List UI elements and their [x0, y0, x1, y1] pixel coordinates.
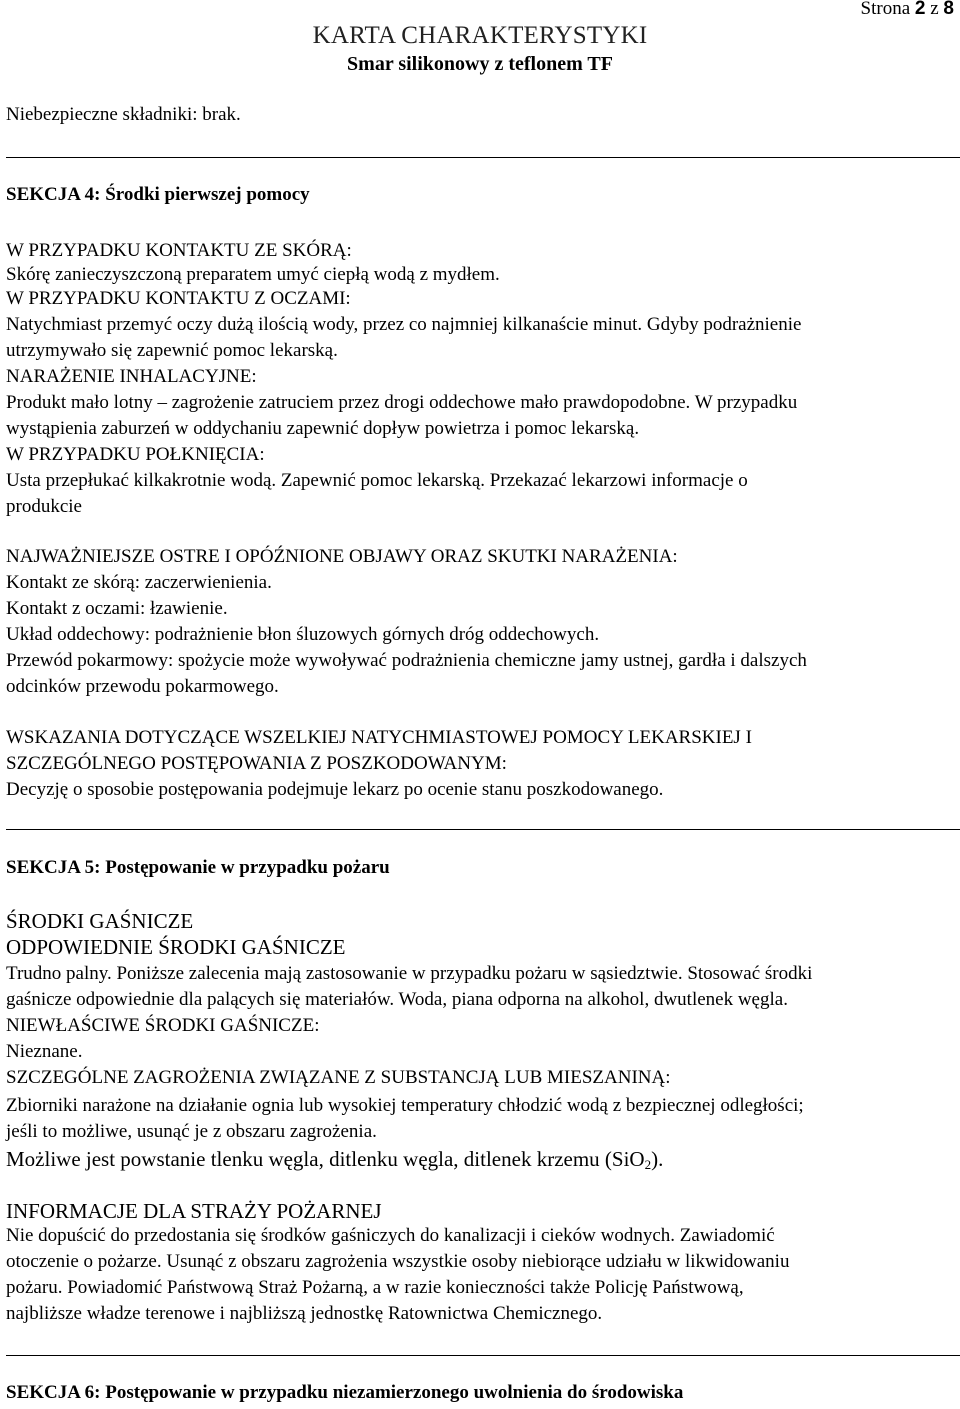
extinguishing-heading: ŚRODKI GAŚNICZE: [6, 909, 194, 933]
special-hazards-text-1: Zbiorniki narażone na działanie ognia lub wysokiej temperatury chłodzić wodą z bezpiecznej odległości;: [6, 1095, 804, 1116]
special-hazards-heading: SZCZEGÓLNE ZAGROŻENIA ZWIĄZANE Z SUBSTANCJĄ LUB MIESZANINĄ:: [6, 1067, 671, 1088]
eye-contact-text-1: Natychmiast przemyć oczy dużą ilością wody, przez co najmniej kilkanaście minut. Gdyby podrażnienie: [6, 314, 802, 335]
firefighter-text-2: otoczenie o pożarze. Usunąć z obszaru zagrożenia wszystkie osoby niebiorące udziału w likwidowaniu: [6, 1251, 790, 1272]
medical-heading-2: SZCZEGÓLNEGO POSTĘPOWANIA Z POSZKODOWANYM:: [6, 753, 507, 774]
swallowing-text-1: Usta przepłukać kilkakrotnie wodą. Zapewnić pomoc lekarską. Przekazać lekarzowi informacje o: [6, 470, 748, 491]
page-prefix: Strona: [860, 0, 911, 19]
inhalation-heading: NARAŻENIE INHALACYJNE:: [6, 366, 257, 387]
symptoms-text-4: Przewód pokarmowy: spożycie może wywoływać podrażnienia chemiczne jamy ustnej, gardła i dalszych: [6, 650, 807, 671]
section-4-title: SEKCJA 4: Środki pierwszej pomocy: [6, 184, 310, 205]
hazardous-components: Niebezpieczne składniki: brak.: [6, 104, 241, 125]
eye-contact-heading: W PRZYPADKU KONTAKTU Z OCZAMI:: [6, 288, 351, 309]
section-6-title: SEKCJA 6: Postępowanie w przypadku niezamierzonego uwolnienia do środowiska: [6, 1382, 684, 1403]
firefighter-text-4: najbliższe władze terenowe i najbliższą jednostkę Ratownictwa Chemicznego.: [6, 1303, 603, 1324]
page-total: 8: [943, 0, 954, 19]
skin-contact-text: Skórę zanieczyszczoną preparatem umyć ciepłą wodą z mydłem.: [6, 264, 500, 285]
symptoms-text-1: Kontakt ze skórą: zaczerwienienia.: [6, 572, 272, 593]
skin-contact-heading: W PRZYPADKU KONTAKTU ZE SKÓRĄ:: [6, 240, 352, 261]
divider: [6, 1355, 960, 1356]
firefighter-text-3: pożaru. Powiadomić Państwową Straż Pożarną, a w razie konieczności także Policję Państwową,: [6, 1277, 744, 1298]
swallowing-heading: W PRZYPADKU POŁKNIĘCIA:: [6, 444, 265, 465]
special-hazards-text-2: jeśli to możliwe, usunąć je z obszaru zagrożenia.: [6, 1121, 377, 1142]
divider: [6, 829, 960, 830]
page-current: 2: [914, 0, 926, 19]
swallowing-text-2: produkcie: [6, 496, 82, 517]
section-5-title: SEKCJA 5: Postępowanie w przypadku pożaru: [6, 857, 390, 878]
unsuitable-extinguishing-text: Nieznane.: [6, 1041, 83, 1062]
extinguishing-text-2: gaśnicze odpowiednie dla palących się materiałów. Woda, piana odporna na alkohol, dwutlenek węgla.: [6, 989, 788, 1010]
symptoms-text-2: Kontakt z oczami: łzawienie.: [6, 598, 228, 619]
medical-text: Decyzję o sposobie postępowania podejmuje lekarz po ocenie stanu poszkodowanego.: [6, 779, 664, 800]
suitable-extinguishing-heading: ODPOWIEDNIE ŚRODKI GAŚNICZE: [6, 935, 346, 959]
divider: [6, 157, 960, 158]
symptoms-text-3: Układ oddechowy: podrażnienie błon śluzowych górnych dróg oddechowych.: [6, 624, 600, 645]
document-subtitle: Smar silikonowy z teflonem TF: [347, 53, 613, 75]
symptoms-text-5: odcinków przewodu pokarmowego.: [6, 676, 279, 697]
firefighter-text-1: Nie dopuścić do przedostania się środków gaśniczych do kanalizacji i cieków wodnych. Zawiadomić: [6, 1225, 775, 1246]
document-title: KARTA CHARAKTERYSTYKI: [312, 22, 648, 49]
symptoms-heading: NAJWAŻNIEJSZE OSTRE I OPÓŹNIONE OBJAWY ORAZ SKUTKI NARAŻENIA:: [6, 546, 678, 567]
inhalation-text-2: wystąpienia zaburzeń w oddychaniu zapewnić dopływ powietrza i pomoc lekarską.: [6, 418, 640, 439]
medical-heading-1: WSKAZANIA DOTYCZĄCE WSZELKIEJ NATYCHMIASTOWEJ POMOCY LEKARSKIEJ I: [6, 727, 752, 748]
unsuitable-extinguishing-heading: NIEWŁAŚCIWE ŚRODKI GAŚNICZE:: [6, 1015, 320, 1036]
extinguishing-text-1: Trudno palny. Poniższe zalecenia mają zastosowanie w przypadku pożaru w sąsiedztwie. Stosować środki: [6, 963, 813, 984]
page-separator: z: [930, 0, 939, 19]
eye-contact-text-2: utrzymywało się zapewnić pomoc lekarską.: [6, 340, 338, 361]
page-number: [861, 0, 954, 20]
special-hazards-text-3: Możliwe jest powstanie tlenku węgla, ditlenku węgla, ditlenek krzemu (SiO$_2$).: [6, 1147, 664, 1172]
firefighter-info-heading: INFORMACJE DLA STRAŻY POŻARNEJ: [6, 1199, 382, 1223]
inhalation-text-1: Produkt mało lotny – zagrożenie zatruciem przez drogi oddechowe mało prawdopodobne. W przypadku: [6, 392, 798, 413]
